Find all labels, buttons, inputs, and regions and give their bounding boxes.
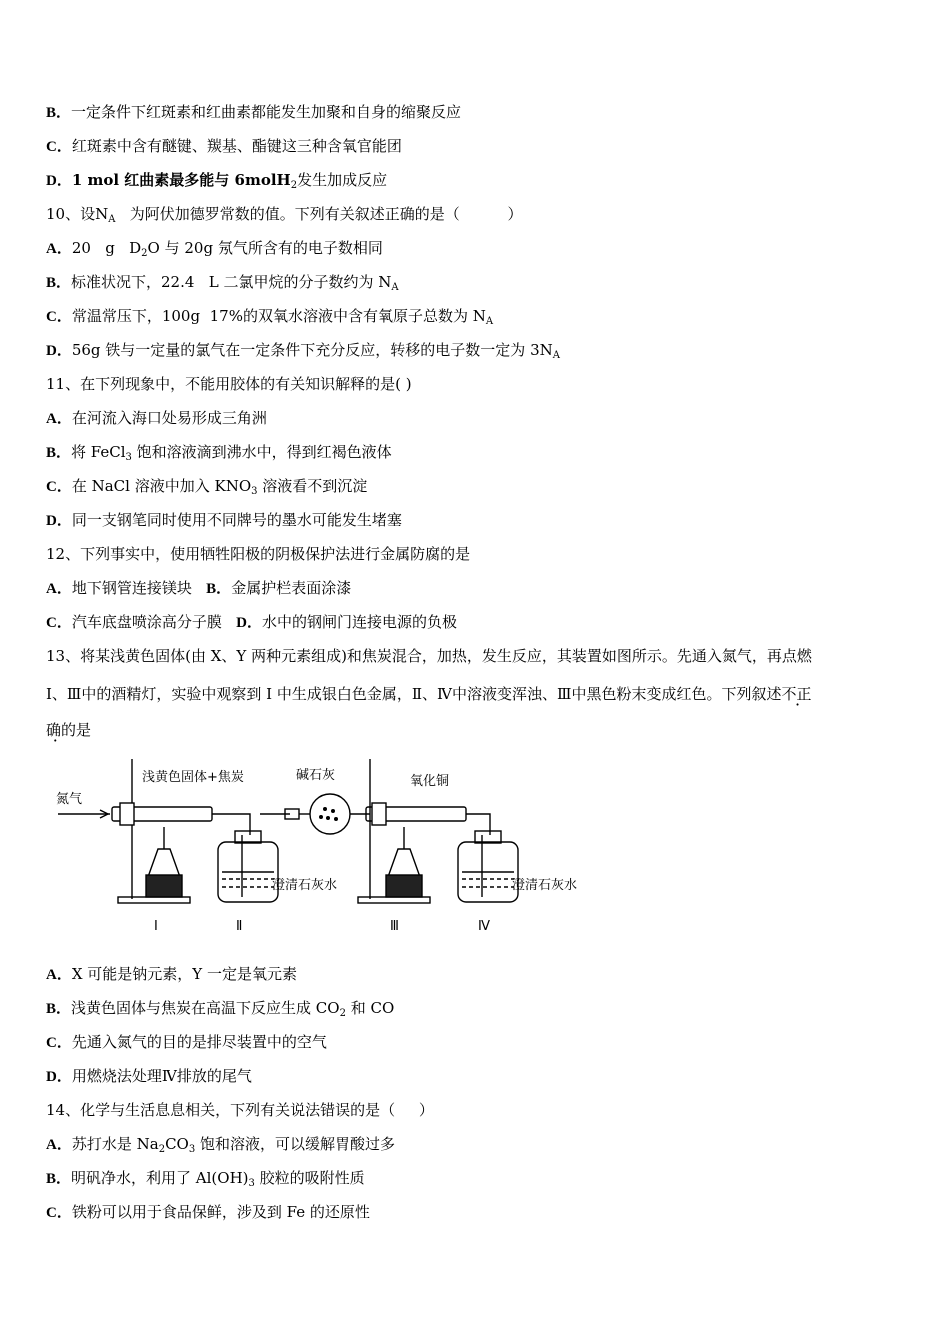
emphasis-text: 确 [46,721,62,739]
q12-options-cd: C．汽车底盘喷涂高分子膜 D．水中的钢闸门连接电源的负极 [46,613,458,631]
label-roman-2: Ⅱ [236,919,243,934]
q10-option-a: A．20 g $D_2O$ 与 20g 氖气所含有的电子数相同 [46,239,383,259]
q9-option-b: B．一定条件下红斑素和红曲素都能发生加聚和自身的缩聚反应 [46,103,462,121]
q10-stem: 10、设$N_A$ 为阿伏加德罗常数的值。下列有关叙述正确的是（ ） [46,205,523,225]
q13-option-d: D．用燃烧法处理Ⅳ排放的尾气 [46,1067,252,1085]
clamp-3 [372,803,386,825]
stand-base-3 [358,897,430,903]
label-roman-1: Ⅰ [154,919,158,934]
label-nitrogen: 氮气 [56,792,83,807]
bottle-4-neck [475,831,501,843]
label-limewater-2: 澄清石灰水 [512,878,578,893]
stand-base-1 [118,897,190,903]
q13-option-a: A．X 可能是钠元素，Y 一定是氧元素 [46,965,297,983]
q9-option-d: D．1 mol 红曲素最多能与 6molH$_2$发生加成反应 [46,171,388,191]
q12-stem: 12、下列事实中，使用牺牲阳极的阴极保护法进行金属防腐的是 [46,545,471,563]
q10-option-b: B．标准状况下，22.4 L 二氯甲烷的分子数约为 $N_A$ [46,273,399,293]
label-copper-oxide: 氧化铜 [410,774,450,789]
label-roman-3: Ⅲ [390,919,399,934]
clamp-1 [120,803,134,825]
lamp-base-1 [146,875,182,897]
q10-option-c: C．常温常压下，100g 17%的双氧水溶液中含有氧原子总数为 $N_A$ [46,307,494,327]
q13-stem-line2: I、Ⅲ中的酒精灯，实验中观察到 I 中生成银白色金属，Ⅱ、Ⅳ中溶液变浑浊、Ⅲ中黑色粉末变成红色。下列叙述不正 [46,685,812,703]
label-roman-4: Ⅳ [478,919,490,934]
q13-option-b: B．浅黄色固体与焦炭在高温下反应生成 $CO_2$ 和 CO [46,999,395,1019]
bottle-2-neck [235,831,261,843]
q14-option-c: C．铁粉可以用于食品保鲜，涉及到 Fe 的还原性 [46,1203,370,1221]
q11-option-c: C．在 NaCl 溶液中加入 $KNO_3$ 溶液看不到沉淀 [46,477,368,497]
q10-option-d: D．56g 铁与一定量的氯气在一定条件下充分反应，转移的电子数一定为 $3N_A$ [46,341,560,361]
soda-lime-bulb [310,794,350,834]
q13-stem-line3: 确的是 [46,721,92,739]
alcohol-lamp-3 [388,849,420,877]
label-solid-coke: 浅黄色固体+焦炭 [142,770,244,785]
alcohol-lamp-1 [148,849,180,877]
tube-connector-3 [466,814,490,835]
q9-option-c: C．红斑素中含有醚键、羰基、酯键这三种含氧官能团 [46,137,402,155]
emphasis-text: 不正 [781,685,812,703]
q14-stem: 14、化学与生活息息相关，下列有关说法错误的是（ ） [46,1101,434,1119]
q12-options-ab: A．地下钢管连接镁块 B．金属护栏表面涂漆 [46,579,352,597]
label-soda-lime: 碱石灰 [296,768,336,783]
q13-option-c: C．先通入氮气的目的是排尽装置中的空气 [46,1033,327,1051]
lamp-base-3 [386,875,422,897]
apparatus-diagram [50,757,610,942]
label-limewater-1: 澄清石灰水 [272,878,338,893]
q11-stem: 11、在下列现象中，不能用胶体的有关知识解释的是( ) [46,375,412,393]
q11-option-a: A．在河流入海口处易形成三角洲 [46,409,267,427]
q13-stem-line1: 13、将某浅黄色固体(由 X、Y 两种元素组成)和焦炭混合，加热，发生反应，其装置如图所示。先通入氮气，再点燃 [46,647,812,665]
q11-option-d: D．同一支钢笔同时使用不同牌号的墨水可能发生堵塞 [46,511,402,529]
tube-connector-1 [212,814,250,835]
q14-option-b: B．明矾净水，利用了 $Al(OH)_3$ 胶粒的吸附性质 [46,1169,365,1189]
q11-option-b: B．将 FeCl$_3$ 饱和溶液滴到沸水中，得到红褐色液体 [46,443,392,463]
q14-option-a: A．苏打水是 $Na_2CO_3$ 饱和溶液，可以缓解胃酸过多 [46,1135,395,1155]
